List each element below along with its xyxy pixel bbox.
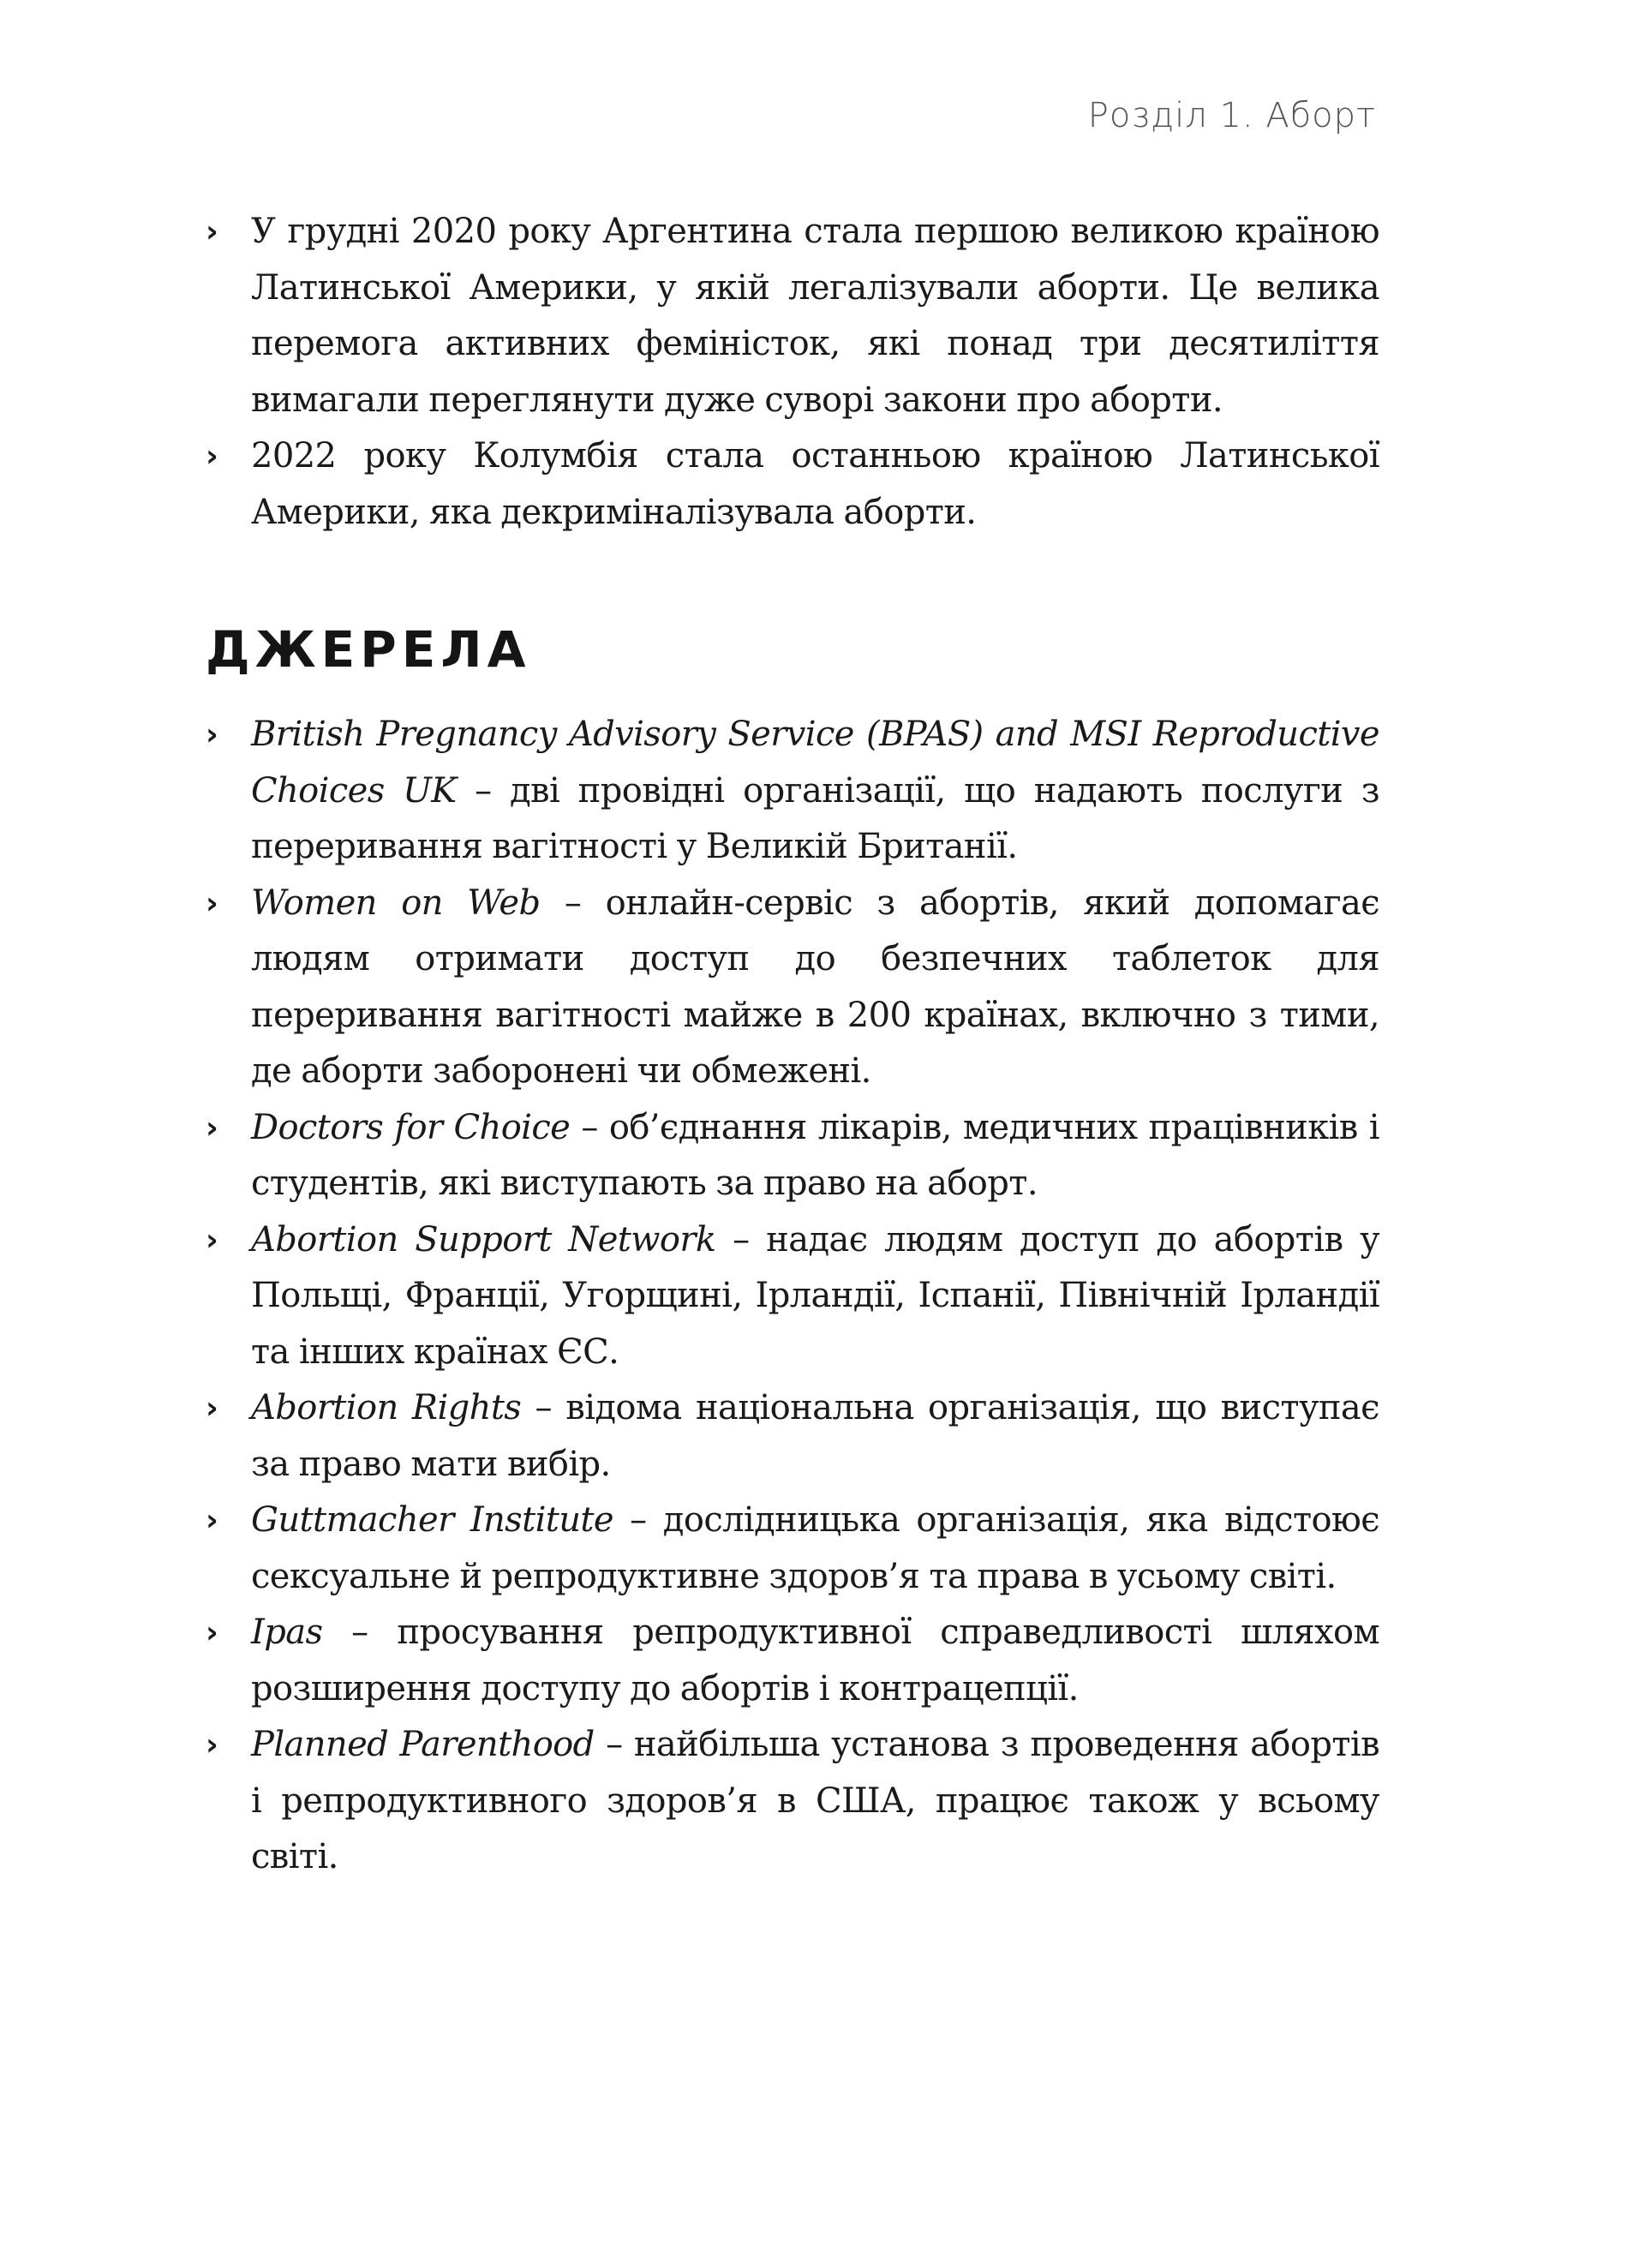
list-item bbox=[206, 428, 1379, 541]
list-item bbox=[206, 204, 1379, 428]
list-item bbox=[206, 1212, 1379, 1381]
organization-name: Doctors for Choice bbox=[251, 1107, 571, 1147]
organization-description: – дві провідні організації, що надають послуги з переривання вагітності у Великій Британії. bbox=[251, 770, 1379, 866]
list-item bbox=[206, 707, 1379, 876]
organization-description: – просування репродуктивної справедливості шляхом розширення доступу до абортів і контрацепції. bbox=[251, 1613, 1379, 1708]
list-item bbox=[206, 1493, 1379, 1605]
organization-name: British Pregnancy Advisory Service (BPAS) and MSI Reproductive Choices UK bbox=[251, 715, 1379, 811]
organization-description: – об’єднання лікарів, медичних працівників і студентів, які виступають за право на аборт. bbox=[251, 1107, 1379, 1203]
organization-name: Abortion Rights bbox=[251, 1388, 522, 1427]
chevron-right-icon: › bbox=[206, 1727, 218, 1762]
organization-description: – відома національна організація, що виступає за право мати вибір. bbox=[251, 1388, 1379, 1484]
list-item bbox=[206, 1380, 1379, 1493]
organization-description: – найбільша установа з проведення абортів і репродуктивного здоров’я в США, працює також у всьому світі. bbox=[251, 1725, 1379, 1876]
organization-name: Planned Parenthood bbox=[251, 1725, 595, 1764]
list-item bbox=[206, 876, 1379, 1100]
chevron-right-icon: › bbox=[206, 439, 218, 474]
list-item bbox=[206, 1717, 1379, 1886]
chevron-right-icon: › bbox=[206, 214, 218, 249]
chevron-right-icon: › bbox=[206, 1615, 218, 1650]
chevron-right-icon: › bbox=[206, 1110, 218, 1146]
chevron-right-icon: › bbox=[206, 885, 218, 921]
chevron-right-icon: › bbox=[206, 717, 218, 752]
facts-list bbox=[206, 204, 1379, 541]
organization-description: – надає людям доступ до абортів у Польщі, Франції, Угорщині, Ірландії, Іспанії, Північній Ірландії та інших країнах ЄС. bbox=[251, 1219, 1379, 1372]
chevron-right-icon: › bbox=[206, 1222, 218, 1258]
sources-list bbox=[206, 707, 1379, 1886]
chevron-right-icon: › bbox=[206, 1503, 218, 1538]
list-item bbox=[206, 1605, 1379, 1717]
running-header: Розділ 1. Аборт bbox=[1087, 96, 1376, 135]
organization-name: Ipas bbox=[251, 1613, 323, 1652]
list-item bbox=[206, 1100, 1379, 1212]
chevron-right-icon: › bbox=[206, 1391, 218, 1426]
organization-name: Women on Web bbox=[251, 883, 541, 923]
fact-text: У грудні 2020 року Аргентина стала першою великою країною Латинської Америки, у якій легалізували аборти. Це велика перемога активних феміністок, які понад три десятиліття вимагали переглянути дуже суворі закони про аборти. bbox=[251, 212, 1379, 420]
organization-description: – онлайн-сервіс з абортів, який допомагає людям отримати доступ до безпечних таблеток для переривання вагітності майже в 200 країнах, включно з тими, де аборти заборонені чи обмежені. bbox=[251, 883, 1379, 1091]
organization-name: Abortion Support Network bbox=[251, 1219, 716, 1260]
section-title-sources: ДЖЕРЕЛА bbox=[206, 620, 531, 679]
organization-name: Guttmacher Institute bbox=[251, 1500, 613, 1540]
fact-text: 2022 року Колумбія стала останньою країною Латинської Америки, яка декриміналізувала аборти. bbox=[251, 436, 1379, 532]
page-body bbox=[206, 204, 1379, 1886]
organization-description: – дослідницька організація, яка відстоює сексуальне й репродуктивне здоров’я та права в усьому світі. bbox=[251, 1500, 1380, 1596]
